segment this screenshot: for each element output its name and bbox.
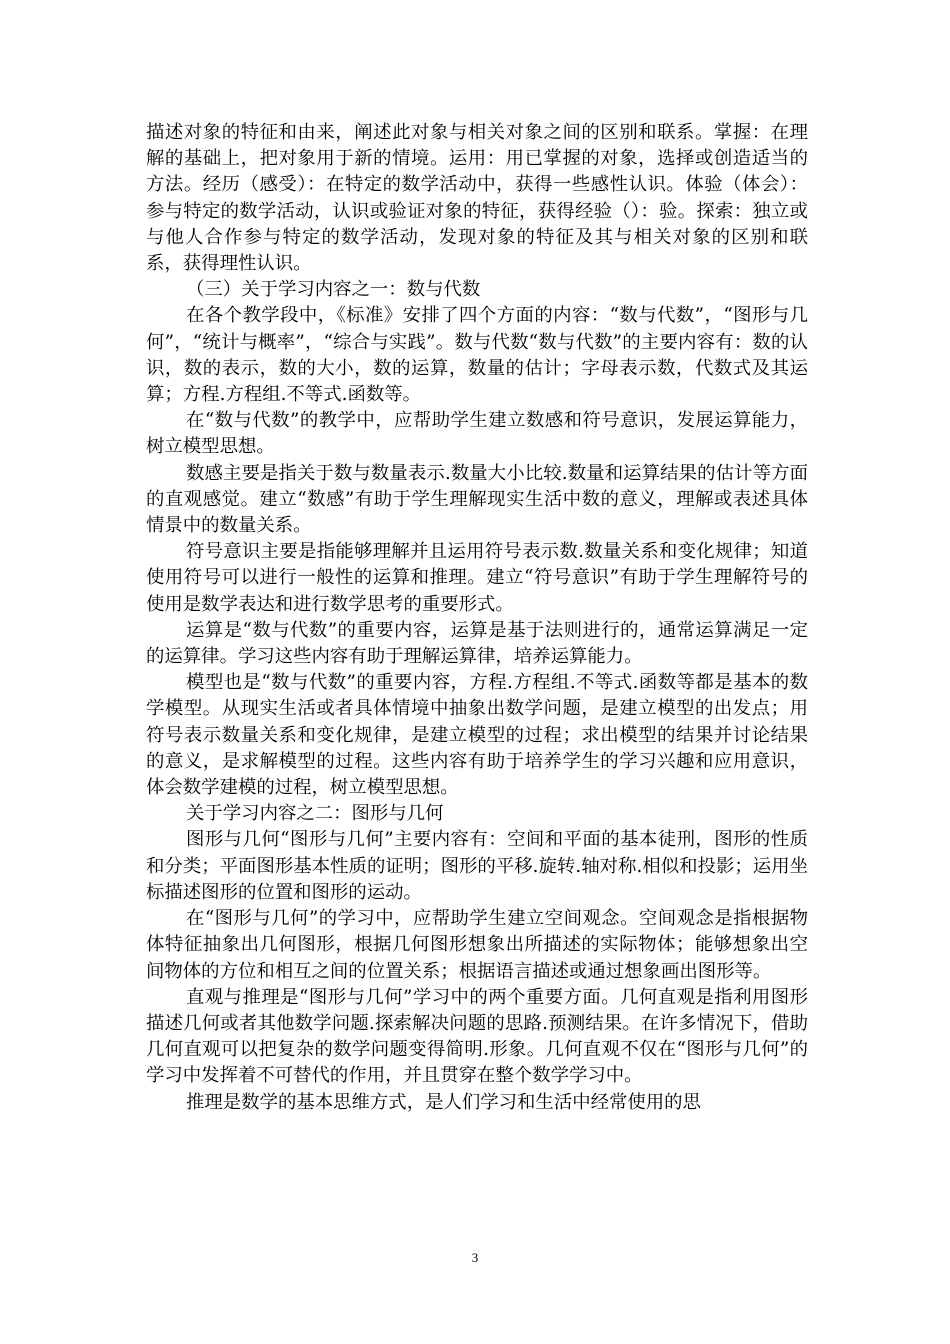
paragraph: 在各个教学段中，《标准》安排了四个方面的内容：“数与代数”，“图形与几何”，“统计与概率”，“综合与实践”。数与代数“数与代数”的主要内容有：数的认识，数的表示，数的大小，数的运算，数量的估计；字母表示数，代数式及其运算；方程.方程组.不等式.函数等。 [146, 305, 808, 406]
paragraph: 运算是“数与代数”的重要内容，运算是基于法则进行的，通常运算满足一定的运算律。学习这些内容有助于理解运算律，培养运算能力。 [146, 619, 808, 668]
paragraph: 在“图形与几何”的学习中，应帮助学生建立空间观念。空间观念是指根据物体特征抽象出几何图形，根据几何图形想象出所描述的实际物体；能够想象出空间物体的方位和相互之间的位置关系；根据语言描述或通过想象画出图形等。 [146, 908, 808, 982]
paragraph: 在“数与代数”的教学中，应帮助学生建立数感和符号意识，发展运算能力，树立模型思想。 [146, 410, 808, 458]
paragraph: 推理是数学的基本思维方式，是人们学习和生活中经常使用的思 [186, 1091, 701, 1113]
section-heading: （三）关于学习内容之一：数与代数 [186, 279, 481, 301]
page-number: 3 [471, 1250, 479, 1265]
paragraph: 描述对象的特征和由来，阐述此对象与相关对象之间的区别和联系。掌握：在理解的基础上，把对象用于新的情境。运用：用已掌握的对象，选择或创造适当的方法。经历（感受）：在特定的数学活动中，获得一些感性认识。体验（体会）：参与特定的数学活动，认识或验证对象的特征，获得经验（）：验。探索：独立或与他人合作参与特定的数学活动，发现对象的特征及其与相关对象的区别和联系，获得理性认识。 [146, 122, 808, 275]
paragraph: 图形与几何“图形与几何”主要内容有：空间和平面的基本徒刑，图形的性质和分类；平面图形基本性质的证明；图形的平移.旋转.轴对称.相似和投影；运用坐标描述图形的位置和图形的运动。 [146, 829, 808, 903]
paragraph: 符号意识主要是指能够理解并且运用符号表示数.数量关系和变化规律；知道使用符号可以进行一般性的运算和推理。建立“符号意识”有助于学生理解符号的使用是数学表达和进行数学思考的重要形式。 [146, 541, 808, 615]
section-heading: 关于学习内容之二：图形与几何 [186, 803, 444, 825]
paragraph: 数感主要是指关于数与数量表示.数量大小比较.数量和运算结果的估计等方面的直观感觉。建立“数感”有助于学生理解现实生活中数的意义，理解或表述具体情景中的数量关系。 [146, 462, 808, 537]
paragraph: 直观与推理是“图形与几何”学习中的两个重要方面。几何直观是指利用图形描述几何或者其他数学问题.探索解决问题的思路.预测结果。在许多情况下，借助几何直观可以把复杂的数学问题变得简明.形象。几何直观不仅在“图形与几何”的学习中发挥着不可替代的作用，并且贯穿在整个数学学习中。 [146, 986, 808, 1087]
document-body [146, 120, 808, 1116]
paragraph: 模型也是“数与代数”的重要内容，方程.方程组.不等式.函数等都是基本的数学模型。从现实生活或者具体情境中抽象出数学问题，是建立模型的出发点；用符号表示数量关系和变化规律，是建立模型的过程；求出模型的结果并讨论结果的意义，是求解模型的过程。这些内容有助于培养学生的学习兴趣和应用意识，体会数学建模的过程，树立模型思想。 [146, 672, 808, 799]
